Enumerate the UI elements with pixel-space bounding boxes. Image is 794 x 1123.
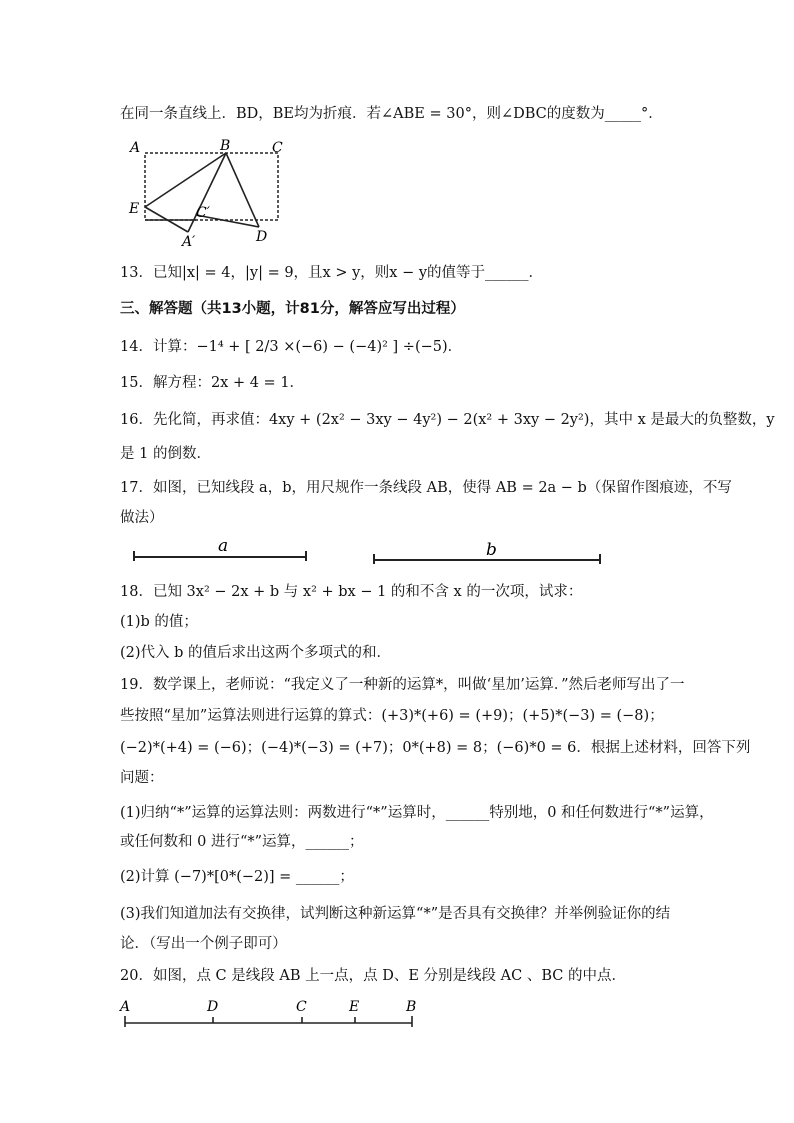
problem-12-continuation: 在同一条直线上．BD，BE均为折痕．若∠ABE = 30°，则∠DBC的度数为_____°． [120, 106, 663, 122]
fig20-label-C: C [296, 999, 307, 1015]
problem-14: 14．计算：−1⁴ + [ 2/3 ×(−6) − (−4)² ] ÷(−5)． [120, 339, 463, 355]
problem-16-line-1: 16．先化简，再求值：4xy + (2x² − 3xy − 4y²) − 2(x² + 3xy − 2y²)，其中 x 是最大的负整数，y [120, 412, 775, 428]
problem-18-part-2: (2)代入 b 的值后求出这两个多项式的和． [120, 645, 392, 661]
fig20-label-D: D [207, 999, 219, 1015]
problem-19-line-2: 些按照“星加”运算法则进行运算的算式：(+3)*(+6) = (+9)；(+5)*(−3) = (−8)； [120, 708, 664, 724]
problem-19-line-1: 19．数学课上，老师说：“我定义了一种新的运算*，叫做‘星加’运算．”然后老师写出了一 [120, 677, 685, 693]
fig12-label-E: E [129, 201, 140, 217]
problem-19-part-3-line-1: (3)我们知道加法有交换律，试判断这种新运算“*”是否具有交换律？并举例验证你的结 [120, 906, 671, 922]
fig12-label-D: D [256, 229, 268, 245]
problem-16-line-2: 是 1 的倒数． [120, 446, 211, 462]
section-3-heading: 三、解答题（共13小题，计81分，解答应写出过程） [120, 301, 465, 317]
figure-20-segment [118, 995, 428, 1035]
problem-13: 13．已知|x| = 4，|y| = 9，且x > y，则x − y的值等于______． [120, 265, 544, 281]
fig20-label-E: E [349, 999, 360, 1015]
problem-19-part-1-line-1: (1)归纳“*”运算的运算法则：两数进行“*”运算时，______特别地，0 和任何数进行“*”运算， [120, 805, 714, 821]
fig12-label-C-prime: C′ [196, 205, 210, 221]
fig12-label-A: A [130, 140, 141, 156]
problem-15: 15．解方程：2x + 4 = 1． [120, 375, 305, 391]
fig20-label-B: B [406, 999, 417, 1015]
problem-17-line-2: 做法） [120, 510, 164, 526]
problem-19-part-2: (2)计算 (−7)*[0*(−2)] = ______； [120, 869, 354, 885]
problem-18: 18．已知 3x² − 2x + b 与 x² + bx − 1 的和不含 x 的一次项，试求： [120, 584, 583, 600]
figure-12-folded-rectangle [126, 135, 306, 250]
problem-17-line-1: 17．如图，已知线段 a，b，用尺规作一条线段 AB，使得 AB = 2a − b（保留作图痕迹，不写 [120, 480, 732, 496]
problem-18-part-1: (1)b 的值； [120, 614, 198, 630]
problem-20: 20．如图，点 C 是线段 AB 上一点，点 D、E 分别是线段 AC 、BC 的中点． [120, 968, 626, 984]
problem-19-line-4: 问题： [120, 770, 164, 786]
problem-19-line-3: (−2)*(+4) = (−6)；(−4)*(−3) = (+7)；0*(+8) = 8；(−6)*0 = 6．根据上述材料，回答下列 [120, 740, 751, 756]
fig20-label-A: A [120, 999, 131, 1015]
segment-b-label: b [486, 540, 497, 560]
fig12-label-A-prime: A′ [182, 234, 196, 250]
figure-17-segments [126, 535, 626, 575]
problem-19-part-3-line-2: 论．（写出一个例子即可） [120, 936, 287, 952]
fig12-label-C: C [272, 140, 283, 156]
segment-a-label: a [218, 536, 229, 556]
problem-19-part-1-line-2: 或任何数和 0 进行“*”运算，______； [120, 834, 364, 850]
fig12-label-B: B [220, 138, 231, 154]
